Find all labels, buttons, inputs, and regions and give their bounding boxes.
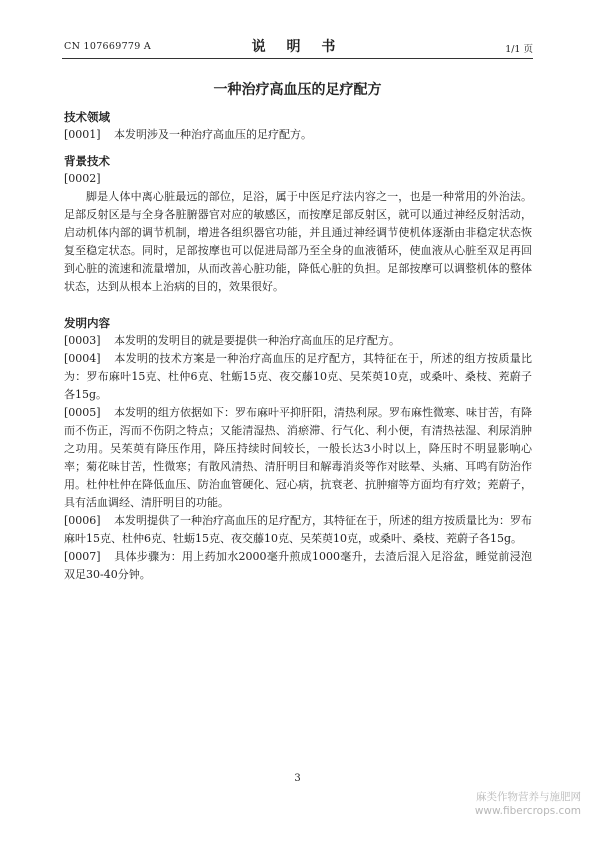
header-divider bbox=[62, 58, 533, 59]
paragraph-0006 bbox=[64, 512, 532, 548]
paragraph-0002: 脚是人体中离心脏最远的部位，足浴，属于中医足疗法内容之一，也是一种常用的外治法。足部反射区是与全身各脏腑器官对应的敏感区，而按摩足部反射区，就可以通过神经反射活动，启动机体内部的调节机制，增进各组织器官功能，并且通过神经调节使机体逐渐由非稳定状态恢复至稳定状态。同时，足部按摩也可以促进局部乃至全身的血液循环，使血液从心脏至双足再回到心脏的流速和流量增加，从而改善心脏功能，降低心脏的负担。足部按摩可以调整机体的整体状态，达到从根本上治病的目的，效果很好。 bbox=[64, 190, 532, 293]
paragraph-number: [0004] bbox=[64, 352, 101, 365]
site-watermark bbox=[475, 790, 581, 818]
paragraph-number: [0007] bbox=[64, 550, 101, 563]
paragraph-number: [0003] bbox=[64, 334, 101, 347]
section-heading-invention: 发明内容 bbox=[64, 316, 110, 330]
paragraph-0007 bbox=[64, 548, 532, 584]
paragraph-0004 bbox=[64, 350, 532, 404]
paragraph-number: [0001] bbox=[64, 128, 101, 141]
paragraph-text: 本发明提供了一种治疗高血压的足疗配方，其特征在于，所述的组方按质量比为：罗布麻叶15克、杜仲6克、牡蛎15克、夜交藤10克、吴茱萸10克，或桑叶、桑枝、茺蔚子各15g。 bbox=[64, 514, 532, 545]
document-title: 一种治疗高血压的足疗配方 bbox=[213, 82, 382, 98]
section-heading-tech-field: 技术领域 bbox=[64, 110, 110, 124]
paragraph-0005 bbox=[64, 404, 532, 512]
section-heading-background: 背景技术 bbox=[64, 154, 110, 168]
publication-number: CN 107669779 A bbox=[64, 41, 152, 52]
paragraph-number: [0002] bbox=[64, 172, 101, 185]
paragraph-text: 本发明的组方依据如下：罗布麻叶平抑肝阳，清热利尿。罗布麻性微寒、味甘苦，有降而不伤正，泻而不伤阴之特点；又能清湿热、消瘀滞、行气化、利小便，有清热祛湿、利尿消肿之功用。吴茱萸有降压作用，降压持续时间较长，一般长达3小时以上，降压时不明显影响心率；菊花味甘苦，性微寒；有散风清热、清肝明目和解毒消炎等作对眩晕、头痛、耳鸣有防治作用。杜仲杜仲在降低血压、防治血管硬化、冠心病，抗衰老、抗肿瘤等方面均有疗效；茺蔚子，具有活血调经、清肝明目的功能。 bbox=[64, 406, 532, 509]
header-title: 说 明 书 bbox=[251, 39, 344, 55]
page-count: 1/1 页 bbox=[505, 44, 533, 55]
paragraph-0003 bbox=[64, 332, 532, 350]
watermark-site-name: 麻类作物营养与施肥网 bbox=[476, 791, 581, 803]
paragraph-text: 本发明的发明目的就是要提供一种治疗高血压的足疗配方。 bbox=[114, 334, 400, 347]
watermark-url: www.fibercrops.com bbox=[474, 805, 581, 817]
paragraph-number: [0005] bbox=[64, 406, 101, 419]
document-body bbox=[64, 108, 532, 584]
page-header bbox=[0, 0, 595, 60]
paragraph-text: 具体步骤为：用上药加水2000毫升煎成1000毫升，去渣后混入足浴盆，睡觉前浸泡双足30-40分钟。 bbox=[64, 550, 532, 581]
paragraph-text: 本发明的技术方案是一种治疗高血压的足疗配方，其特征在于，所述的组方按质量比为：罗布麻叶15克、杜仲6克、牡蛎15克、夜交藤10克、吴茱萸10克，或桑叶、桑枝、茺蔚子各15g。 bbox=[64, 352, 532, 401]
page-number: 3 bbox=[294, 773, 301, 784]
paragraph-number: [0006] bbox=[64, 514, 101, 527]
paragraph-0001 bbox=[64, 126, 532, 144]
paragraph-text: 本发明涉及一种治疗高血压的足疗配方。 bbox=[114, 128, 312, 141]
